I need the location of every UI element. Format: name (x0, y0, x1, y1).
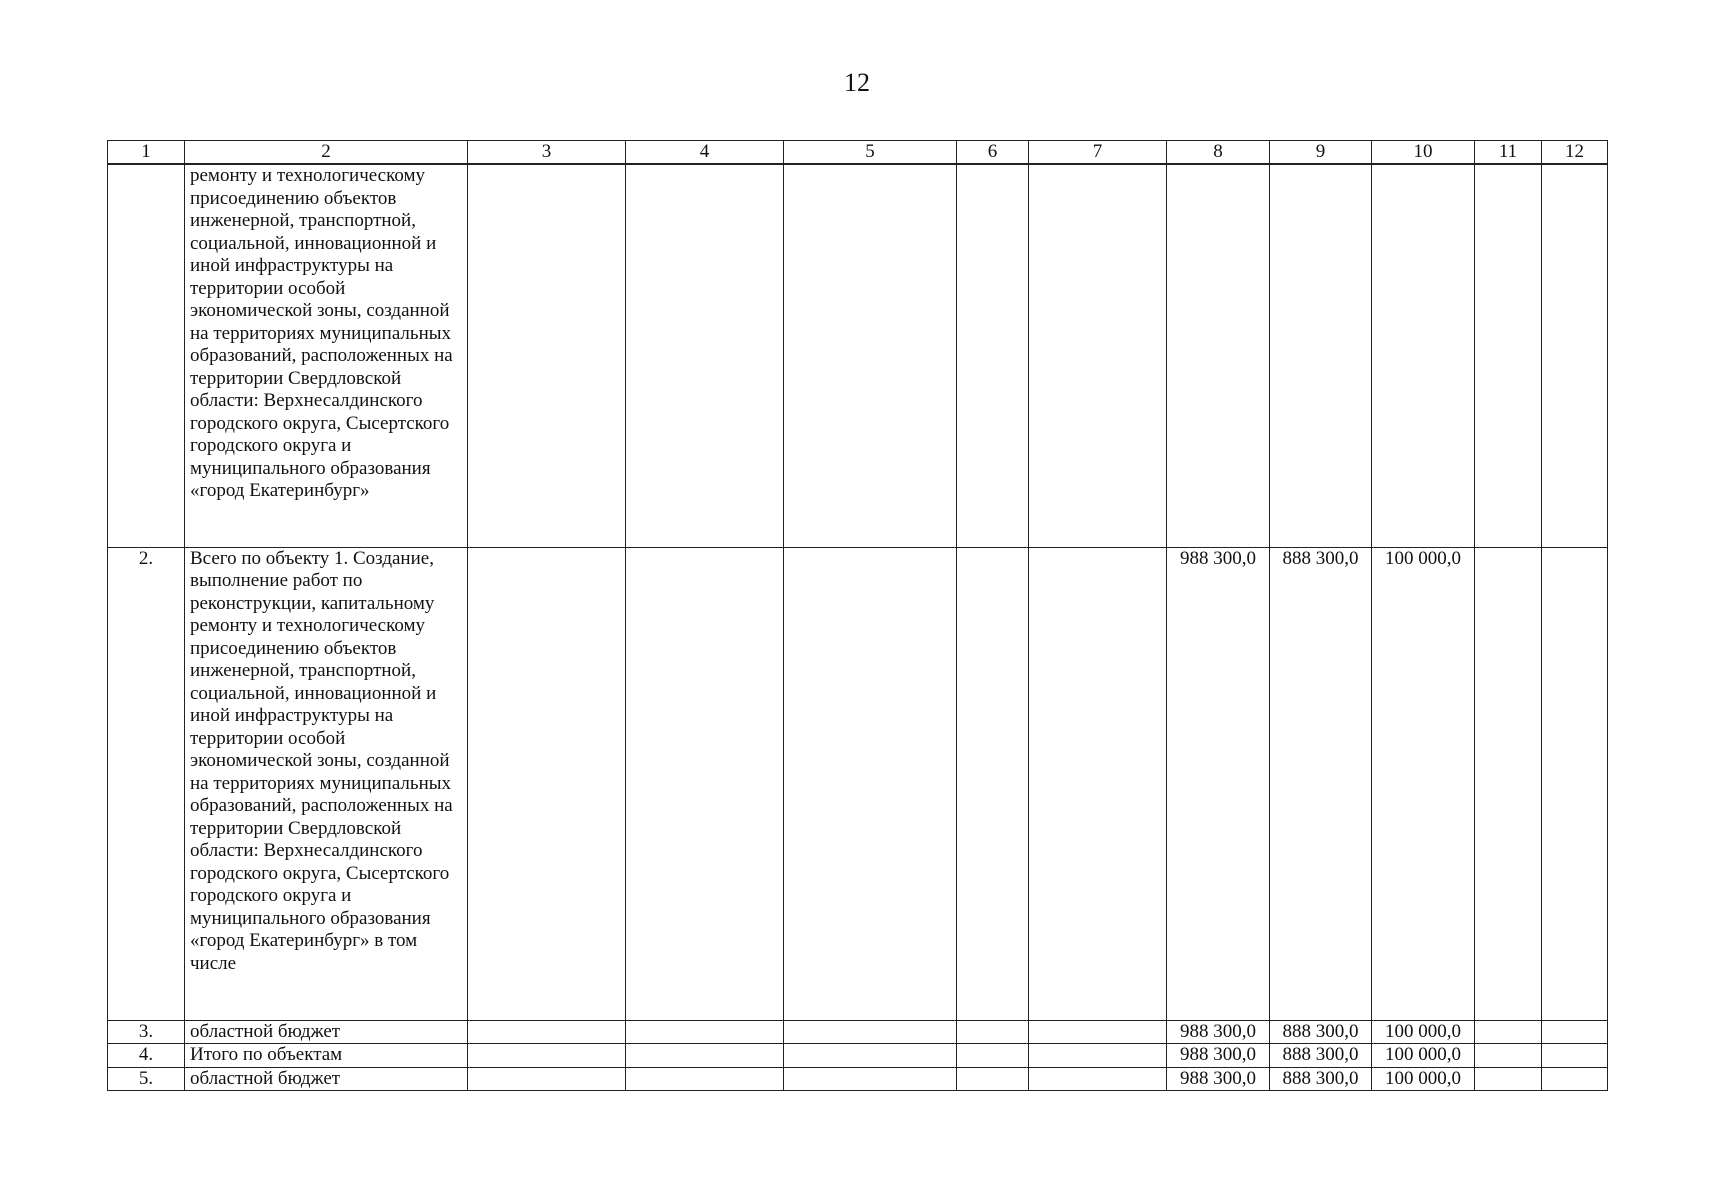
column-header-10: 10 (1372, 141, 1475, 165)
column-header-5: 5 (784, 141, 957, 165)
empty-cell (468, 547, 626, 1020)
empty-cell (784, 547, 957, 1020)
amount-col-9 (1270, 164, 1372, 547)
empty-cell (957, 1044, 1029, 1068)
empty-cell (626, 1067, 784, 1091)
column-header-6: 6 (957, 141, 1029, 165)
empty-cell (957, 547, 1029, 1020)
financing-table (107, 140, 1608, 1091)
row-description: Всего по объекту 1. Создание, выполнение работ по реконструкции, капитальному ремонту и технологическому присоединению объектов инженерной, транспортной, социальной, инновационной и иной инфраструктуры на территории особой экономической зоны, созданной на территориях муниципальных образований, расположенных на территории Свердловской области: Верхнесалдинского городского округа, Сысертского городского округа и муниципального образования «город Екатеринбург» в том числе (185, 547, 468, 1020)
empty-cell (784, 1067, 957, 1091)
empty-cell (957, 164, 1029, 547)
row-description: областной бюджет (185, 1020, 468, 1044)
column-header-4: 4 (626, 141, 784, 165)
table-row (108, 164, 1608, 547)
empty-cell (1542, 1067, 1608, 1091)
empty-cell (1542, 164, 1608, 547)
empty-cell (1475, 547, 1542, 1020)
amount-col-10: 100 000,0 (1372, 1067, 1475, 1091)
column-header-11: 11 (1475, 141, 1542, 165)
row-description: ремонту и технологическому присоединению объектов инженерной, транспортной, социальной, инновационной и иной инфраструктуры на территории особой экономической зоны, созданной на территориях муниципальных образований, расположенных на территории Свердловской области: Верхнесалдинского городского округа, Сысертского городского округа и муниципального образования «город Екатеринбург» (185, 164, 468, 547)
empty-cell (1542, 1020, 1608, 1044)
column-header-8: 8 (1167, 141, 1270, 165)
amount-col-10 (1372, 164, 1475, 547)
empty-cell (1475, 1067, 1542, 1091)
empty-cell (468, 1067, 626, 1091)
amount-col-9: 888 300,0 (1270, 547, 1372, 1020)
empty-cell (784, 164, 957, 547)
amount-col-9: 888 300,0 (1270, 1044, 1372, 1068)
empty-cell (957, 1067, 1029, 1091)
empty-cell (468, 164, 626, 547)
empty-cell (1029, 1020, 1167, 1044)
column-header-3: 3 (468, 141, 626, 165)
row-number: 2. (108, 547, 185, 1020)
empty-cell (1029, 1067, 1167, 1091)
empty-cell (626, 547, 784, 1020)
amount-col-9: 888 300,0 (1270, 1020, 1372, 1044)
column-header-2: 2 (185, 141, 468, 165)
table-row (108, 1067, 1608, 1091)
table-row (108, 1020, 1608, 1044)
empty-cell (1475, 1044, 1542, 1068)
row-description: Итого по объектам (185, 1044, 468, 1068)
amount-col-8: 988 300,0 (1167, 1044, 1270, 1068)
table-row (108, 547, 1608, 1020)
row-number: 3. (108, 1020, 185, 1044)
amount-col-9: 888 300,0 (1270, 1067, 1372, 1091)
amount-col-8: 988 300,0 (1167, 547, 1270, 1020)
empty-cell (1029, 547, 1167, 1020)
row-number: 4. (108, 1044, 185, 1068)
empty-cell (1542, 547, 1608, 1020)
amount-col-8: 988 300,0 (1167, 1067, 1270, 1091)
row-number: 5. (108, 1067, 185, 1091)
empty-cell (1475, 1020, 1542, 1044)
empty-cell (468, 1044, 626, 1068)
empty-cell (468, 1020, 626, 1044)
amount-col-10: 100 000,0 (1372, 547, 1475, 1020)
empty-cell (626, 1044, 784, 1068)
amount-col-8: 988 300,0 (1167, 1020, 1270, 1044)
empty-cell (626, 164, 784, 547)
empty-cell (626, 1020, 784, 1044)
empty-cell (1029, 1044, 1167, 1068)
column-header-12: 12 (1542, 141, 1608, 165)
empty-cell (784, 1020, 957, 1044)
row-number (108, 164, 185, 547)
empty-cell (1029, 164, 1167, 547)
row-description: областной бюджет (185, 1067, 468, 1091)
page-number: 12 (844, 68, 870, 97)
empty-cell (1475, 164, 1542, 547)
column-header-9: 9 (1270, 141, 1372, 165)
empty-cell (784, 1044, 957, 1068)
column-header-7: 7 (1029, 141, 1167, 165)
table-row (108, 1044, 1608, 1068)
empty-cell (957, 1020, 1029, 1044)
empty-cell (1542, 1044, 1608, 1068)
column-number-header-row (108, 141, 1608, 165)
amount-col-8 (1167, 164, 1270, 547)
amount-col-10: 100 000,0 (1372, 1044, 1475, 1068)
amount-col-10: 100 000,0 (1372, 1020, 1475, 1044)
column-header-1: 1 (108, 141, 185, 165)
